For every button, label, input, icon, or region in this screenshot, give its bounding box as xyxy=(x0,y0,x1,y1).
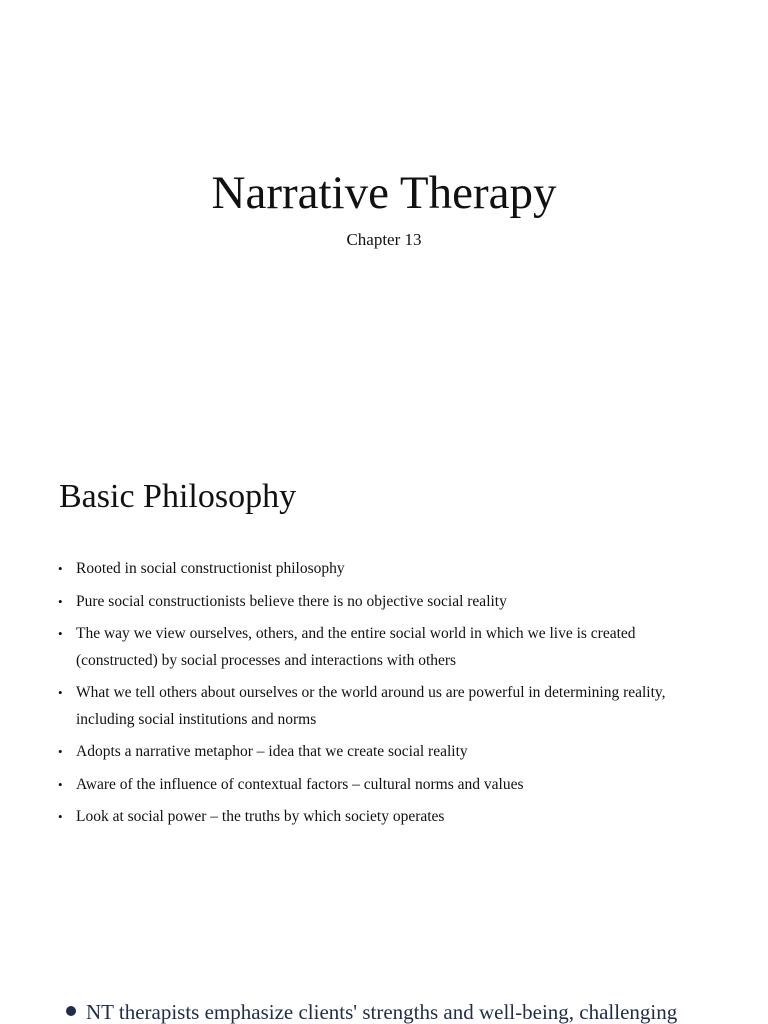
list-item-text: Look at social power – the truths by which society operates xyxy=(76,808,445,825)
philosophy-slide xyxy=(0,430,768,950)
bullet-icon: • xyxy=(58,809,63,824)
list-item xyxy=(58,739,708,766)
list-item xyxy=(58,680,708,733)
section-heading: Basic Philosophy xyxy=(59,478,297,515)
slide-title: Narrative Therapy xyxy=(211,167,557,219)
bullet-list xyxy=(58,556,708,837)
list-item xyxy=(58,556,708,583)
bullet-icon: • xyxy=(58,685,63,700)
next-slide xyxy=(0,950,768,1024)
list-item-text: Pure social constructionists believe there is no objective social reality xyxy=(76,592,507,610)
bullet-icon: • xyxy=(58,593,63,609)
slide-subtitle: Chapter 13 xyxy=(346,230,422,249)
list-item xyxy=(58,772,708,799)
list-item xyxy=(58,589,708,616)
bullet-icon: • xyxy=(58,744,63,759)
list-item-text: Rooted in social constructionist philosophy xyxy=(76,560,345,577)
bullet-icon: • xyxy=(58,561,63,576)
list-item-text: Adopts a narrative metaphor – idea that we create social reality xyxy=(76,743,468,760)
bullet-icon xyxy=(66,1006,76,1016)
bullet-icon: • xyxy=(58,776,63,792)
next-slide-text: NT therapists emphasize clients' strengths and well-being, challenging xyxy=(86,1000,678,1024)
title-slide xyxy=(0,0,768,430)
bullet-icon: • xyxy=(58,626,63,641)
list-item-text: Aware of the influence of contextual factors – cultural norms and values xyxy=(76,775,524,793)
list-item-text: What we tell others about ourselves or the world around us are powerful in determining reality, including social institutions and norms xyxy=(76,684,666,728)
next-slide-bullet xyxy=(66,999,677,1024)
list-item xyxy=(58,804,708,831)
list-item xyxy=(58,621,708,674)
list-item-text: The way we view ourselves, others, and the entire social world in which we live is created (constructed) by social processes and interactions with others xyxy=(76,625,636,669)
